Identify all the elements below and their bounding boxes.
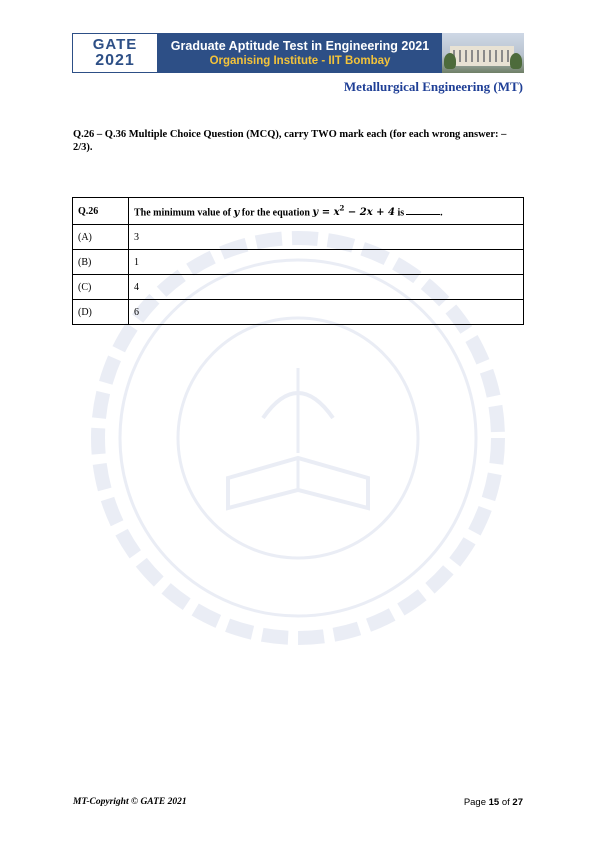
question-variable: y	[233, 207, 240, 219]
logo-gate-text: GATE	[92, 36, 138, 54]
option-label: (B)	[73, 250, 129, 275]
option-value: 1	[129, 250, 524, 275]
option-row-b	[73, 250, 524, 275]
question-text-after: is	[394, 207, 405, 219]
building-windows	[453, 50, 511, 62]
option-row-d	[73, 300, 524, 325]
question-table	[72, 197, 524, 325]
page-total: 27	[512, 797, 523, 808]
banner-subtitle: Organising Institute - IIT Bombay	[209, 54, 391, 67]
page-prefix: Page	[463, 797, 489, 808]
question-number: Q.26	[73, 198, 129, 225]
option-value: 3	[129, 225, 524, 250]
option-label: (C)	[73, 275, 129, 300]
option-row-a	[73, 225, 524, 250]
question-text	[129, 198, 524, 225]
banner-text	[158, 33, 442, 73]
footer-page-number	[464, 797, 523, 808]
page-mid: of	[499, 797, 513, 808]
tree-shape	[444, 53, 456, 69]
question-row	[73, 198, 524, 225]
equation	[312, 203, 395, 219]
option-row-c	[73, 275, 524, 300]
equation-exponent: 2	[339, 203, 345, 213]
subject-title: Metallurgical Engineering (MT)	[343, 79, 523, 94]
question-end: .	[440, 207, 443, 219]
option-value: 4	[129, 275, 524, 300]
equation-lhs: y = x	[312, 207, 340, 219]
logo-year-text: 2021	[95, 51, 135, 69]
tree-shape	[510, 53, 522, 69]
option-label: (A)	[73, 225, 129, 250]
banner-title: Graduate Aptitude Test in Engineering 2021	[170, 38, 430, 53]
institute-building-photo	[442, 33, 524, 73]
option-value: 6	[129, 300, 524, 325]
gate-logo	[72, 33, 158, 73]
answer-blank	[406, 205, 440, 215]
section-instructions: Q.26 – Q.36 Multiple Choice Question (MCQ), carry TWO mark each (for each wrong answer: – 2/3).	[73, 129, 507, 153]
equation-rhs: − 2x + 4	[344, 207, 395, 219]
header-banner	[72, 33, 524, 73]
option-label: (D)	[73, 300, 129, 325]
footer-copyright: MT-Copyright © GATE 2021	[73, 797, 187, 807]
question-text-before: The minimum value of	[134, 207, 234, 219]
question-text-mid: for the equation	[239, 207, 313, 219]
page-current: 15	[488, 797, 500, 808]
